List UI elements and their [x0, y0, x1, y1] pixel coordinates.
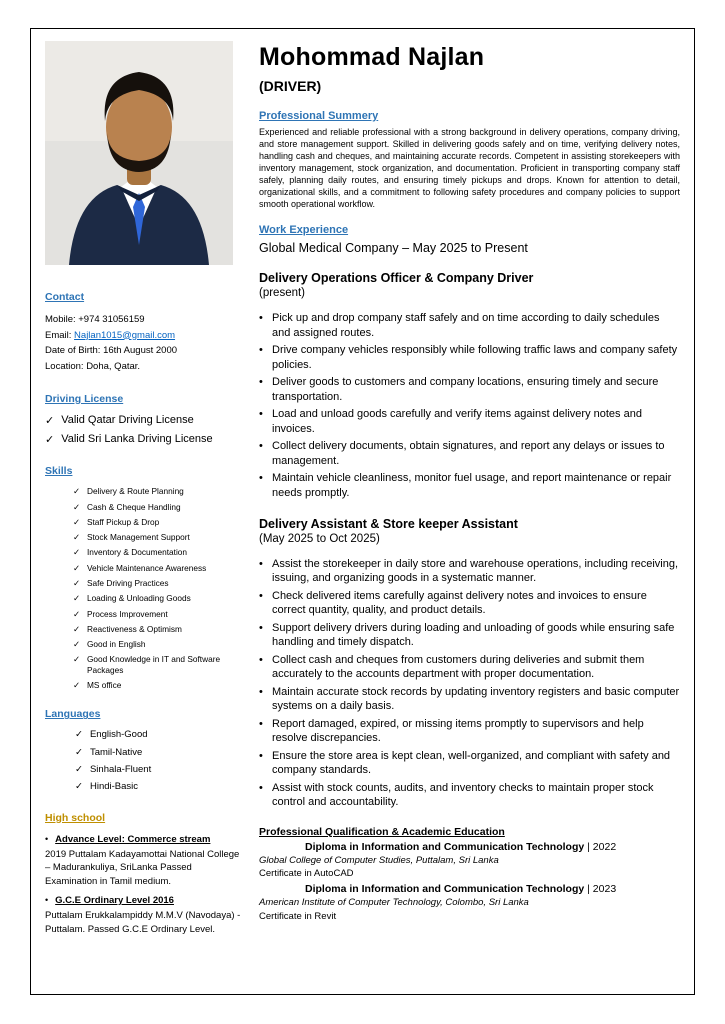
high-school-entry-body: 2019 Puttalam Kadayamottai National College – Madurankuliya, SriLanka Passed Examination in Tamil medium. — [45, 849, 240, 887]
high-school-entry-body: Puttalam Erukkalampiddy M.M.V (Navodaya) - Puttalam. Passed G.C.E Ordinary Level. — [45, 910, 241, 935]
education-certificate: Certificate in Revit — [259, 910, 337, 922]
skill-label: Safe Driving Practices — [86, 577, 169, 588]
check-icon: ✓ — [73, 577, 80, 588]
high-school-entry-title-row — [45, 833, 241, 846]
job-bullet: • Maintain vehicle cleanliness, monitor fuel usage, and report maintenance or repair needs promptly. — [259, 471, 680, 500]
job-bullet: • Check delivered items carefully against delivery notes and invoices to ensure correct quantity, quality, and product details. — [259, 589, 680, 618]
skill-item — [73, 680, 241, 691]
high-school-heading: High school — [45, 811, 106, 824]
languages-list — [75, 729, 241, 793]
skill-item — [73, 639, 241, 650]
job-bullet: • Maintain accurate stock records by updating inventory registers and basic computer systems on a daily basis. — [259, 685, 680, 714]
driving-license-heading: Driving License — [45, 392, 124, 405]
education-year: | 2023 — [587, 883, 617, 896]
skill-label: Loading & Unloading Goods — [86, 593, 191, 604]
job-bullet: • Pick up and drop company staff safely and on time according to daily schedules and assigned routes. — [259, 311, 680, 340]
check-icon: ✓ — [73, 654, 80, 665]
education-entry — [259, 841, 680, 881]
bullet-icon: • — [45, 894, 49, 905]
company-line: Global Medical Company – May 2025 to Present — [259, 241, 528, 256]
language-label: English-Good — [89, 729, 148, 741]
skill-item — [73, 547, 241, 558]
languages-heading: Languages — [45, 708, 101, 721]
language-label: Tamil-Native — [89, 746, 143, 758]
job-bullet: • Collect cash and cheques from customers during deliveries and submit them accurately to the accounts department with proper documentation. — [259, 653, 680, 682]
profile-photo-graphic — [45, 41, 233, 265]
skill-item — [73, 502, 241, 513]
person-name: Mohommad Najlan — [259, 43, 485, 71]
skill-item — [73, 486, 241, 497]
check-icon: ✓ — [73, 501, 80, 512]
education-section — [259, 826, 680, 923]
check-icon: ✓ — [73, 547, 80, 558]
language-item — [75, 781, 241, 793]
job-bullet: • Ensure the store area is kept clean, well-organized, and compliant with safety and company standards. — [259, 749, 680, 778]
job-entry — [259, 517, 680, 810]
summary-body: Experienced and reliable professional with a strong background in delivery operations, company driving, and store management support. Skilled in delivering goods safely and on time, verifying delivery notes, handling cash and cheques, and maintaining accurate records. Competent in assisting storekeepers with inventory management, stock organization, and documentation. Proficient in transporting company staff safely, planning daily routes, and ensuring timely pickups and drops. Known for attention to detail, organizational skills, and a commitment to following safety procedures and company policies to support smooth operational workflow. — [259, 127, 680, 210]
contact-dob: Date of Birth: 16th August 2000 — [45, 345, 178, 357]
work-experience-heading: Work Experience — [259, 224, 349, 237]
license-item — [45, 433, 241, 447]
skill-label: Stock Management Support — [86, 532, 190, 543]
resume-page — [30, 28, 695, 995]
education-certificate: Certificate in AutoCAD — [259, 868, 354, 880]
license-item — [45, 414, 241, 428]
skill-label: Good Knowledge in IT and Software Packages — [86, 654, 221, 675]
skill-label: Inventory & Documentation — [86, 547, 188, 558]
check-icon: ✓ — [75, 764, 83, 776]
job-bullet: • Load and unload goods carefully and verify items against delivery notes and invoices. — [259, 407, 680, 436]
main-column — [259, 41, 680, 984]
education-institute: American Institute of Computer Technology, Colombo, Sri Lanka — [259, 897, 529, 909]
skill-item — [73, 517, 241, 528]
high-school-section — [45, 812, 241, 936]
skill-label: Reactiveness & Optimism — [86, 623, 182, 634]
skill-label: Staff Pickup & Drop — [86, 516, 160, 527]
skill-label: Good in English — [86, 639, 146, 650]
email-link[interactable]: Najlan1015@gmail.com — [74, 329, 176, 341]
language-item — [75, 729, 241, 741]
high-school-entry-title-row — [45, 894, 241, 907]
education-heading: Professional Qualification & Academic Education — [259, 825, 505, 838]
job-period: (present) — [259, 287, 306, 300]
skill-item — [73, 609, 241, 620]
bullet-icon: • — [45, 833, 49, 844]
education-title-line — [305, 841, 680, 853]
job-bullet: • Collect delivery documents, obtain signatures, and report any delays or issues to management. — [259, 439, 680, 468]
skill-item — [73, 624, 241, 635]
education-title: Diploma in Information and Communication Technology — [305, 840, 585, 853]
sidebar — [45, 41, 241, 984]
education-institute: Global College of Computer Studies, Puttalam, Sri Lanka — [259, 854, 499, 866]
skill-item — [73, 654, 241, 675]
profile-photo — [45, 41, 233, 265]
check-icon: ✓ — [45, 414, 55, 427]
skills-heading: Skills — [45, 465, 73, 478]
contact-mobile: Mobile: +974 31056159 — [45, 314, 145, 325]
check-icon: ✓ — [75, 781, 83, 793]
education-title: Diploma in Information and Communication Technology — [305, 883, 585, 896]
skill-label: Cash & Cheque Handling — [86, 501, 181, 512]
education-title-line — [305, 883, 680, 895]
check-icon: ✓ — [73, 486, 80, 497]
check-icon: ✓ — [73, 593, 80, 604]
job-bullet: • Report damaged, expired, or missing items promptly to supervisors and help resolve discrepancies. — [259, 717, 680, 746]
skills-section — [45, 465, 241, 690]
job-bullet: • Drive company vehicles responsibly while following traffic laws and company safety policies. — [259, 343, 680, 372]
language-item — [75, 747, 241, 759]
job-bullet: • Assist the storekeeper in daily store and warehouse operations, including receiving, issuing, and organizing goods in a systematic manner. — [259, 557, 680, 586]
driving-license-section — [45, 393, 241, 448]
skill-item — [73, 532, 241, 543]
job-period: (May 2025 to Oct 2025) — [259, 532, 380, 545]
license-item-label: Valid Sri Lanka Driving License — [61, 432, 213, 445]
job-title: Delivery Operations Officer & Company Driver — [259, 271, 534, 286]
license-item-label: Valid Qatar Driving License — [61, 413, 194, 426]
high-school-entry-title: G.C.E Ordinary Level 2016 — [55, 894, 174, 906]
check-icon: ✓ — [75, 746, 83, 758]
languages-section — [45, 708, 241, 793]
contact-email-label: Email: — [45, 329, 72, 341]
high-school-entry-title: Advance Level: Commerce stream — [55, 833, 211, 845]
job-bullet: • Assist with stock counts, audits, and inventory checks to maintain proper stock control and accountability. — [259, 781, 680, 810]
check-icon: ✓ — [73, 562, 80, 573]
language-label: Hindi-Basic — [89, 781, 139, 793]
language-label: Sinhala-Fluent — [89, 764, 152, 776]
skill-label: Vehicle Maintenance Awareness — [86, 562, 207, 573]
check-icon: ✓ — [73, 608, 80, 619]
job-bullet: • Deliver goods to customers and company locations, ensuring timely and secure transportation. — [259, 375, 680, 404]
check-icon: ✓ — [75, 729, 83, 741]
check-icon: ✓ — [73, 623, 80, 634]
job-title: Delivery Assistant & Store keeper Assistant — [259, 516, 518, 531]
job-entry — [259, 271, 680, 500]
skill-label: Delivery & Route Planning — [86, 486, 184, 497]
check-icon: ✓ — [45, 433, 55, 446]
check-icon: ✓ — [73, 639, 80, 650]
skill-label: MS office — [86, 679, 122, 690]
summary-heading: Professional Summery — [259, 110, 379, 122]
contact-heading: Contact — [45, 291, 85, 303]
contact-email-line — [45, 328, 241, 344]
skill-item — [73, 563, 241, 574]
education-entry — [259, 883, 680, 923]
contact-location: Location: Doha, Qatar. — [45, 361, 141, 373]
contact-section — [45, 291, 241, 375]
education-year: | 2022 — [587, 840, 617, 853]
job-bullet-list — [259, 557, 680, 810]
check-icon: ✓ — [73, 516, 80, 527]
skill-label: Process Improvement — [86, 608, 168, 619]
skill-item — [73, 593, 241, 604]
check-icon: ✓ — [73, 679, 80, 690]
high-school-entry — [45, 894, 241, 936]
job-bullet-list — [259, 311, 680, 500]
skills-list — [73, 486, 241, 690]
check-icon: ✓ — [73, 532, 80, 543]
job-bullet: • Support delivery drivers during loading and unloading of goods while ensuring safe handling and timely dispatch. — [259, 621, 680, 650]
person-role: (DRIVER) — [259, 78, 322, 94]
skill-item — [73, 578, 241, 589]
high-school-entry — [45, 833, 241, 888]
language-item — [75, 764, 241, 776]
